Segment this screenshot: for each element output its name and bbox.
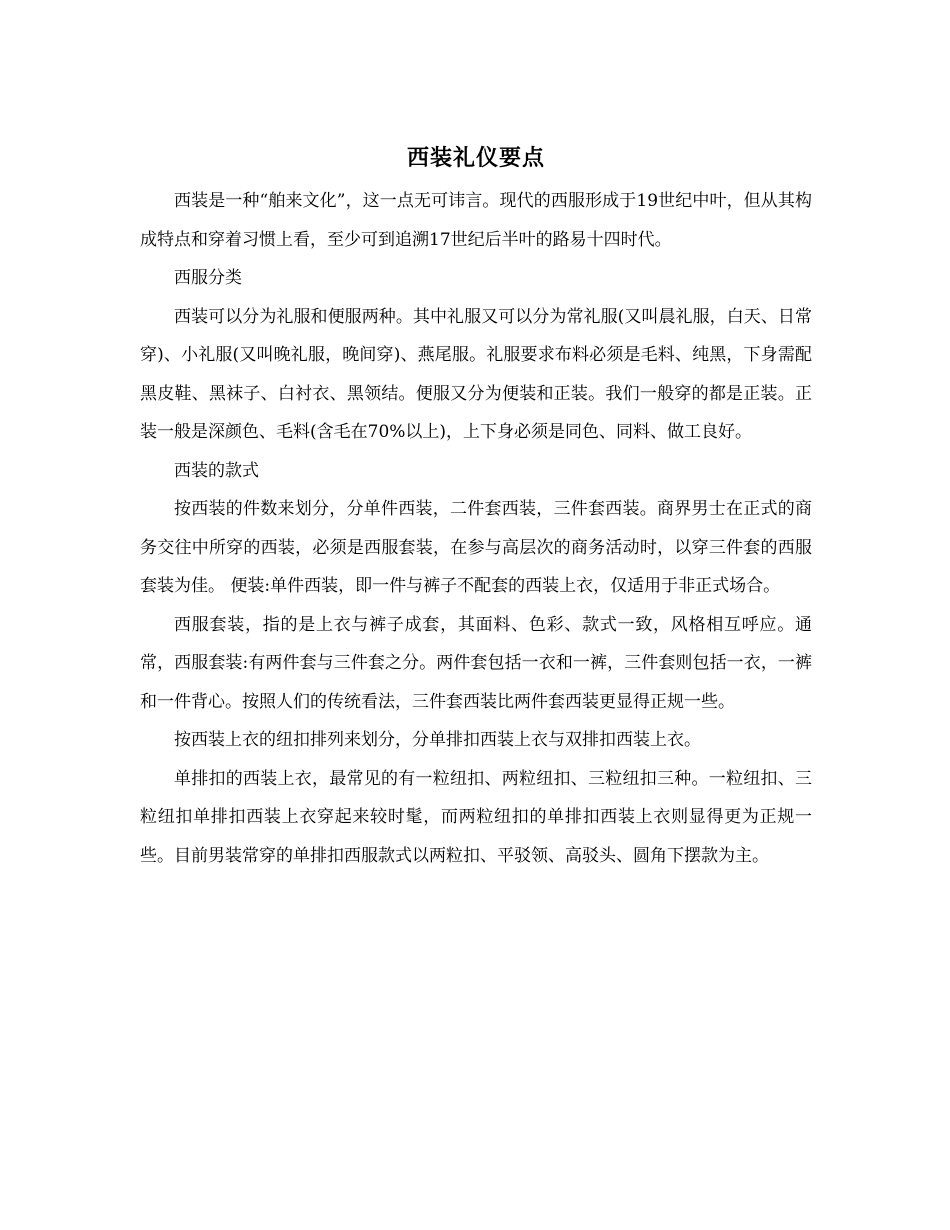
section-heading-classification: 西服分类 <box>174 268 242 288</box>
paragraph-suit-set: 西服套装，指的是上衣与裤子成套，其面料、色彩、款式一致，风格相互呼应。通常，西服套装:有两件套与三件套之分。两件套包括一衣和一裤，三件套则包括一衣，一裤和一件背心。按照人们的传统看法，三件套西装比两件套西装更显得正规一些。 <box>140 614 812 712</box>
paragraph-classification: 西装可以分为礼服和便服两种。其中礼服又可以分为常礼服(又叫晨礼服，白天、日常穿)、小礼服(又叫晚礼服，晚间穿)、燕尾服。礼服要求布料必须是毛料、纯黑，下身需配黑皮鞋、黑袜子、白衬衣、黑领结。便服又分为便装和正装。我们一般穿的都是正装。正装一般是深颜色、毛料(含毛在70%以上)，上下身必须是同色、同料、做工良好。 <box>140 306 812 442</box>
document-title: 西装礼仪要点 <box>406 145 545 171</box>
document-page <box>140 140 812 875</box>
paragraph-button-arrangement: 按西装上衣的纽扣排列来划分，分单排扣西装上衣与双排扣西装上衣。 <box>174 730 701 750</box>
section-heading-styles: 西装的款式 <box>174 460 259 481</box>
paragraph-piece-count: 按西装的件数来划分，分单件西装，二件套西装，三件套西装。商界男士在正式的商务交往中所穿的西装，必须是西服套装，在参与高层次的商务活动时，以穿三件套的西服套装为佳。 便装:单件西装，即一件与裤子不配套的西装上衣，仅适用于非正式场合。 <box>140 499 812 596</box>
paragraph-intro: 西装是一种“舶来文化”，这一点无可讳言。现代的西服形成于19世纪中叶，但从其构成特点和穿着习惯上看，至少可到追溯17世纪后半叶的路易十四时代。 <box>140 191 812 250</box>
paragraph-single-breasted: 单排扣的西装上衣，最常见的有一粒纽扣、两粒纽扣、三粒纽扣三种。一粒纽扣、三粒纽扣单排扣西装上衣穿起来较时髦，而两粒纽扣的单排扣西装上衣则显得更为正规一些。目前男装常穿的单排扣西服款式以两粒扣、平驳领、高驳头、圆角下摆款为主。 <box>140 768 812 866</box>
